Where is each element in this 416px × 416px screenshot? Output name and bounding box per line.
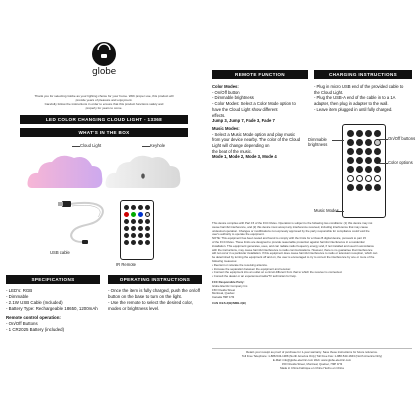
thanks-line: Carefully follow the instructions in order to ensure that this product functions safely and: [44, 102, 164, 107]
music-line: Light will change depending on: [212, 143, 270, 149]
fcc-line: be determined by turning the equipment off and on, the user is encouraged to try to correct the interference by one or more of the: [212, 255, 375, 260]
globe-logo: [86, 40, 122, 80]
whats-in-box-bar: WHAT'S IN THE BOX: [20, 128, 188, 137]
remote-diagram-button: [356, 148, 363, 155]
footer-line: 150 Oneida Street, Montreal, Quebec, H9P 1H3: [281, 361, 343, 366]
fcc-line: with the instructions, may cause harmful interference to radio communications. However, there is no guarantee that interference: [212, 247, 373, 252]
dimmable-label: Dimmable brightness: [308, 137, 328, 147]
footer-line: Toll Free Telephone: 1-888-543-1388 (North America Only) Toll Free Fax: 1-888-543-1843 (North America Only): [241, 353, 383, 358]
charging-line: adapter, then plug in adapter to the wall.: [314, 101, 389, 107]
remote-diagram-button: [347, 157, 354, 164]
remote-function-text: [212, 84, 312, 160]
color-mode-line: effects.: [212, 112, 226, 118]
remote-button: [145, 219, 150, 224]
remote-button: [124, 233, 129, 238]
ops-line: - Use the remote to select the desired color,: [108, 300, 193, 305]
footer-line: E-Mail: info@globe-electric.com Web: www.globe-electric.com: [272, 357, 352, 362]
thanks-text: [8, 94, 200, 110]
footer: [212, 348, 412, 371]
right-panel: [208, 0, 416, 416]
music-line: from your device nearby. The color of the Cloud: [212, 137, 301, 143]
color-options-leader: [378, 163, 388, 164]
remote-diagram-button: [356, 130, 363, 137]
thanks-line: properly for years to come.: [85, 106, 123, 111]
fcc-line: • Consult the dealer or an experienced radio/TV technician for help.: [212, 274, 297, 279]
fcc-party-line: Globe Electric Company Inc.: [212, 283, 249, 288]
remote-diagram-grid: [347, 130, 381, 191]
remote-diagram-button: [365, 175, 372, 182]
operating-instructions-bar: OPERATING INSTRUCTIONS: [108, 275, 202, 284]
ops-line: - Once the item is fully charged, push the on/off: [108, 288, 200, 293]
fcc-line: • Increase the separation between the equipment and receiver.: [212, 266, 291, 271]
keyhole-label: Keyhole: [150, 143, 166, 148]
music-modes-leader: [336, 211, 344, 212]
color-mode-line: have the Cloud Light show different: [212, 106, 278, 112]
spec-item: - 2.1W USB Cable (Included): [6, 300, 63, 305]
remote-button: [131, 226, 136, 231]
remote-button: [138, 219, 143, 224]
specifications-list: [6, 288, 106, 333]
color-modes-title: Color Modes:: [212, 84, 239, 89]
remote-diagram-button: [365, 139, 372, 146]
ican-statement: CAN ICES-3(B)/NMB-3(B): [212, 300, 246, 305]
color-mode-line: - On/Off button: [212, 89, 240, 95]
fcc-line: NOTE: This equipment has been tested and found to comply with the limits for a Class B digital device, pursuant to part 15: [212, 236, 366, 241]
remote-diagram-button: [356, 175, 363, 182]
remote-button: [131, 212, 136, 217]
fcc-statement: [212, 222, 412, 306]
remote-diagram-button: [356, 184, 363, 191]
remote-diagram-button: [374, 184, 381, 191]
footer-line: Retain your receipt as proof of purchase for 1-year warranty. Save these instructions for future reference.: [246, 350, 378, 354]
fcc-line: • Connect the equipment into an outlet on a circuit different from that to which the receiver is connected.: [212, 270, 343, 275]
remote-button: [138, 240, 143, 245]
remote-diagram-button: [365, 157, 372, 164]
fcc-party-line: Canada H9P 1H3: [212, 295, 235, 300]
specifications-bar: SPECIFICATIONS: [6, 275, 100, 284]
charging-instructions-bar: CHARGING INSTRUCTIONS: [314, 70, 412, 79]
music-modes-title: Music Modes:: [212, 125, 240, 131]
fcc-line: • Reorient or relocate the receiving antenna.: [212, 262, 268, 267]
onoff-leader: [378, 139, 388, 140]
music-line: Mode 1, Mode 2, Mode 3, Mode 4: [212, 154, 277, 160]
remote-button: [124, 212, 129, 217]
remote-button-grid: [124, 205, 150, 245]
remote-diagram-button: [356, 139, 363, 146]
remote-diagram-button: [347, 130, 354, 137]
remote-diagram-button: [374, 148, 381, 155]
charging-line: - Plug the USB-A end of the cable in to a 1A: [314, 95, 396, 101]
remote-button: [124, 240, 129, 245]
spec-item: - LED's: RGB: [6, 288, 33, 293]
usb-cable-label: USB cable: [50, 250, 70, 255]
remote-button: [124, 219, 129, 224]
charging-text: [314, 84, 414, 113]
operating-instructions-list: [108, 288, 204, 312]
ir-remote-label: IR Remote: [116, 262, 137, 267]
fcc-line: cause harmful interference, and (2) this device must accept any interference received, including interference that may cause: [212, 224, 369, 229]
fcc-line: user's authority to operate the equipment.: [212, 232, 265, 237]
remote-button: [124, 226, 129, 231]
charging-line: - Plug in micro USB end of the provided cable to: [314, 84, 404, 89]
remote-diagram-button: [347, 166, 354, 173]
cloud-light-label: Cloud Light: [80, 143, 102, 148]
spec-item: - Battery Type: Rechargeable 18650, 1200mAh: [6, 306, 98, 311]
remote-button: [131, 240, 136, 245]
footer-line: Made in China Fabrique en Chine Hecho en China: [280, 365, 344, 370]
remote-op-item: - On/Off Buttons: [6, 321, 38, 326]
fcc-line: This device complies with Part 15 of the FCC Rules. Operation is subject to the following two conditions: (1) this device may not: [212, 221, 373, 225]
remote-diagram-button: [374, 166, 381, 173]
remote-button: [124, 205, 129, 210]
ir-remote-illustration: [120, 200, 154, 260]
ops-line: button on the base to turn on the light.: [108, 294, 182, 299]
usb-cable-illustration: [50, 198, 116, 248]
remote-diagram-button: [347, 148, 354, 155]
remote-diagram-button: [374, 175, 381, 182]
music-modes-label: Music Modes: [314, 208, 339, 213]
ops-line: modes or brightness level.: [108, 306, 160, 311]
remote-diagram-button: [374, 139, 381, 146]
remote-button: [138, 205, 143, 210]
music-line: the beat of the music.: [212, 148, 253, 154]
thanks-line: provide years of pleasure and enjoyment.: [75, 98, 133, 103]
remote-diagram-button: [365, 130, 372, 137]
remote-button: [131, 219, 136, 224]
fcc-line: installation. This equipment generates, uses, and can radiate radio frequency energy and, if not installed and used in accordance: [212, 243, 374, 248]
remote-op-item: - 1 CR2025 Battery (included): [6, 327, 65, 332]
remote-button: [145, 226, 150, 231]
product-title-bar: LED COLOR CHANGING CLOUD LIGHT - 13368: [20, 115, 188, 124]
keyhole-leader: [142, 146, 150, 147]
cloud-light-illustration: [24, 146, 184, 196]
remote-diagram-button: [356, 166, 363, 173]
fcc-line: of the FCC Rules. These limits are designed to provide reasonable protection against harmful interference in a residential: [212, 239, 365, 244]
remote-button: [138, 233, 143, 238]
remote-button: [145, 212, 150, 217]
remote-button: [131, 205, 136, 210]
fcc-party-title: FCC Responsible Party:: [212, 279, 245, 284]
spec-item: - Dimmable: [6, 294, 29, 299]
fcc-party-line: 150 Oneida Street: [212, 287, 236, 292]
remote-diagram-button: [374, 130, 381, 137]
remote-diagram-button: [347, 175, 354, 182]
color-mode-line: - Dimmable brightness: [212, 95, 254, 101]
remote-diagram-button: [347, 184, 354, 191]
color-mode-line: Jump 3, Jump 7, Fade 3, Fade 7: [212, 118, 275, 124]
remote-button: [138, 212, 143, 217]
remote-diagram-button: [365, 166, 372, 173]
charging-line: - Leave item plugged in until fully charged.: [314, 106, 393, 112]
charging-line: the Cloud Light.: [314, 89, 344, 95]
remote-button: [145, 233, 150, 238]
color-options-label: Color options: [388, 160, 413, 165]
brand-name: globe: [92, 67, 116, 77]
onoff-label: On/Off buttons: [388, 136, 416, 141]
thanks-line: Thank you for selecting Globe as your lighting choice for your home. With proper use, this product will: [34, 94, 174, 98]
fcc-line: undesired operation. Changes or modifications not expressly approved by the party responsible for compliance could void the: [212, 228, 370, 233]
remote-button: [145, 205, 150, 210]
remote-button: [145, 240, 150, 245]
remote-op-title: Remote control operation:: [6, 315, 61, 320]
music-line: - Select a Music Mode option and play music: [212, 131, 296, 137]
remote-diagram-button: [365, 184, 372, 191]
color-mode-line: - Color Modes: Select a Color Mode option to: [212, 101, 296, 107]
remote-diagram-button: [347, 139, 354, 146]
fcc-line: following measures:: [212, 258, 238, 263]
remote-diagram-button: [356, 157, 363, 164]
remote-button: [131, 233, 136, 238]
remote-button: [138, 226, 143, 231]
remote-diagram-button: [365, 148, 372, 155]
dimmable-leader: [332, 140, 344, 141]
fcc-line: will not occur in a particular installation. If this equipment does cause harmful interference to radio or television reception, which can: [212, 251, 378, 256]
fcc-party-line: Montreal, Quebec: [212, 291, 235, 296]
cloud-light-leader: [72, 146, 80, 147]
remote-function-bar: REMOTE FUNCTION: [212, 70, 308, 79]
